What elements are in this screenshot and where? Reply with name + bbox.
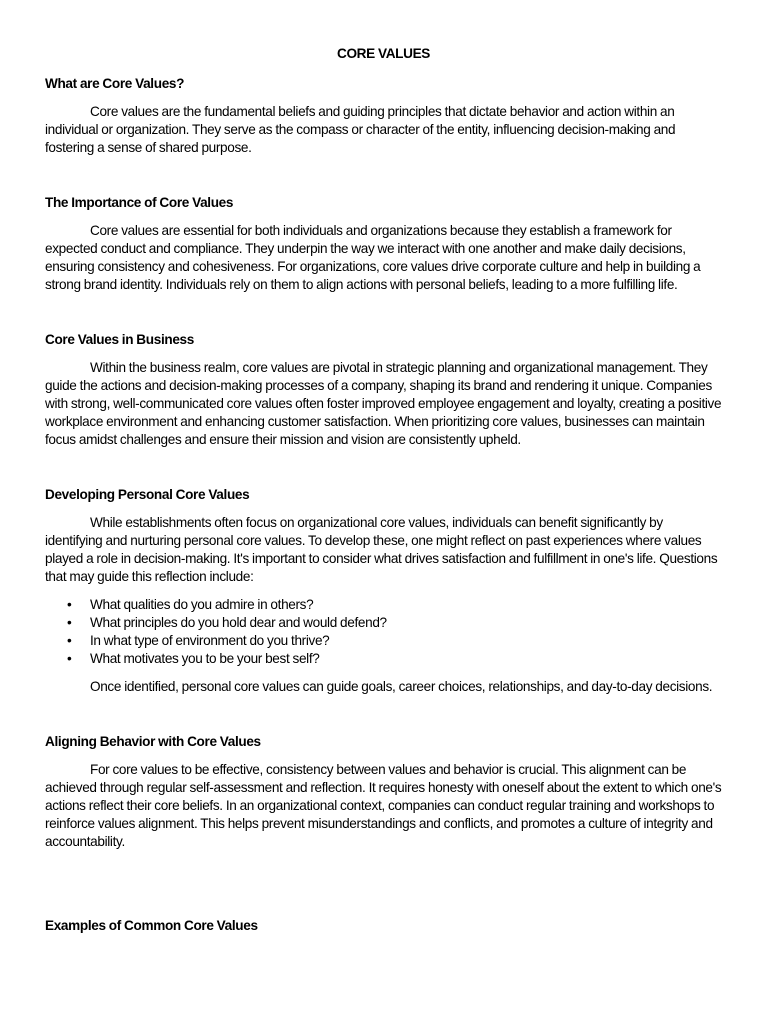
section-spacer [45,449,722,486]
section-paragraph: Core values are the fundamental beliefs and guiding principles that dictate behavior and action within an individual or organization. They serve as the compass or character of the entity, influencing decision-making and fostering a sense of shared purpose. [45,104,676,155]
section-examples-of-common-core-values [45,917,722,935]
section-aligning-behavior [45,733,722,851]
bullet-icon: • [67,615,72,630]
section-heading: Examples of Common Core Values [45,918,258,933]
section-heading: The Importance of Core Values [45,195,234,210]
section-what-are-core-values [45,75,722,157]
section-developing-personal-core-values [45,486,722,696]
section-paragraph: Within the business realm, core values are pivotal in strategic planning and organizational management. They guide the actions and decision-making processes of a company, shaping its brand and rendering it unique. Companies with strong, well-communicated core values often foster improved employee engagement and loyalty, creating a positive workplace environment and enhancing customer satisfaction. When prioritizing core values, businesses can maintain focus amidst challenges and ensure their mission and vision are consistently upheld. [45,360,722,447]
section-paragraph: For core values to be effective, consistency between values and behavior is crucial. This alignment can be achieved through regular self-assessment and reflection. It requires honesty with oneself about the extent to which one's actions reflect their core beliefs. In an organizational context, companies can conduct regular training and workshops to reinforce values alignment. This helps prevent misunderstandings and conflicts, and promotes a culture of integrity and accountability. [45,762,722,849]
section-core-values-in-business [45,331,722,449]
section-paragraph: While establishments often focus on organizational core values, individuals can benefit significantly by identifying and nurturing personal core values. To develop these, one might reflect on past experiences where values played a role in decision-making. It's important to consider what drives satisfaction and fulfillment in one's life. Questions that may guide this reflection include: [45,515,718,584]
section-heading: Core Values in Business [45,332,194,347]
list-item [45,614,722,632]
section-heading: Developing Personal Core Values [45,487,250,502]
list-item-text: What motivates you to be your best self? [90,651,320,666]
document-title: CORE VALUES [336,46,431,61]
list-item [45,632,722,650]
list-item-text: In what type of environment do you thrive? [90,633,330,648]
section-spacer [45,696,722,733]
section-heading: What are Core Values? [45,76,185,91]
section-spacer [45,294,722,331]
section-spacer [45,157,722,194]
list-item-text: What qualities do you admire in others? [90,597,314,612]
list-item [45,596,722,614]
list-item-text: What principles do you hold dear and would defend? [90,615,387,630]
reflection-questions-list [45,596,722,668]
section-paragraph: Core values are essential for both individuals and organizations because they establish a framework for expected conduct and compliance. They underpin the way we interact with one another and make daily decisions, ensuring consistency and cohesiveness. For organizations, core values drive corporate culture and help in building a strong brand identity. Individuals rely on them to align actions with personal beliefs, leading to a more fulfilling life. [45,223,701,292]
bullet-icon: • [67,597,72,612]
list-item [45,650,722,668]
section-heading: Aligning Behavior with Core Values [45,734,261,749]
bullet-icon: • [67,633,72,648]
section-importance-of-core-values [45,194,722,294]
bullet-icon: • [67,651,72,666]
section-spacer [45,851,722,917]
section-closing-paragraph: Once identified, personal core values can guide goals, career choices, relationships, and day-to-day decisions. [90,679,713,694]
